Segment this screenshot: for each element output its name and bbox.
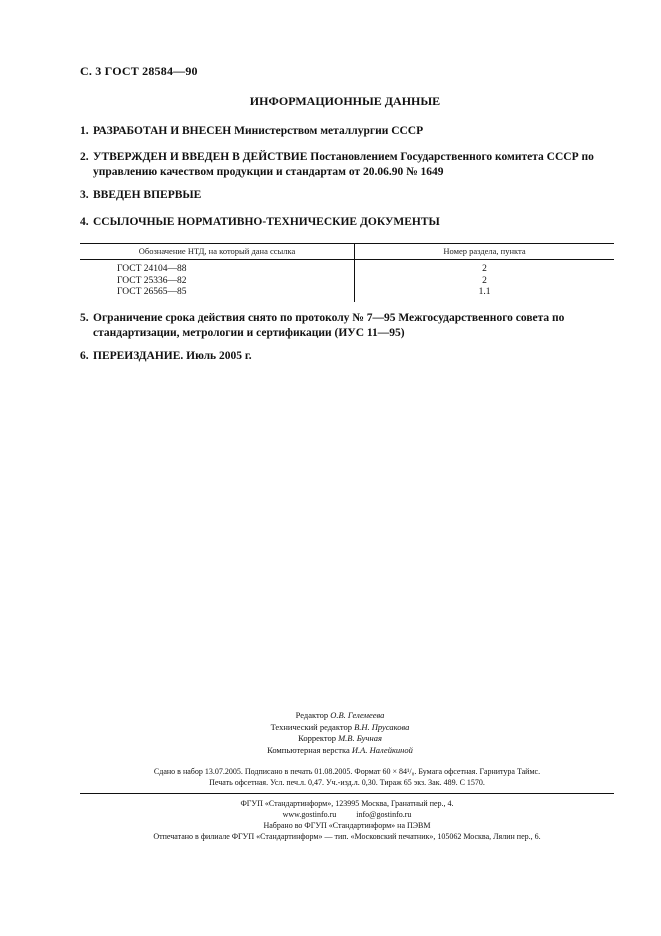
table-cell-section: 2 — [482, 264, 487, 274]
section-title: ИНФОРМАЦИОННЫЕ ДАННЫЕ — [249, 94, 441, 108]
editor-role: Корректор — [298, 733, 336, 743]
editor-name: О.В. Гелемеева — [330, 710, 385, 720]
item-number: 1. — [80, 125, 89, 137]
column-header-document: Обозначение НТД, на который дана ссылка — [80, 244, 355, 260]
column-header-section: Номер раздела, пункта — [355, 244, 615, 260]
divider — [80, 793, 614, 794]
table-cell-document: ГОСТ 25336—82 — [80, 276, 355, 288]
editor-role: Компьютерная верстка — [267, 744, 350, 755]
publisher-address: ФГУП «Стандартинформ», 123995 Москва, Гранатный пер., 4. — [240, 799, 454, 808]
item-number: 2. — [80, 151, 89, 163]
item-text: Ограничение срока действия снято по протоколу № 7—95 Межгосударственного совета по стандартизации, метрологии и сертификации (ИУС 11—95) — [93, 312, 565, 339]
publisher-contacts — [80, 809, 614, 820]
editor-line — [100, 722, 580, 734]
item-text: Июль 2005 г. — [186, 350, 252, 362]
editor-name: М.В. Бучная — [338, 733, 382, 743]
table-row — [80, 276, 614, 288]
item-number: 4. — [80, 216, 89, 228]
table-cell-document: ГОСТ 24104—88 — [80, 260, 355, 276]
item-heading: ССЫЛОЧНЫЕ НОРМАТИВНО-ТЕХНИЧЕСКИЕ ДОКУМЕНТЫ — [93, 216, 440, 228]
info-item-3 — [80, 188, 615, 203]
editor-line — [100, 710, 580, 722]
editor-name: И.А. Налейкиной — [351, 744, 413, 755]
editor-line — [100, 745, 580, 757]
item-number: 3. — [80, 189, 89, 201]
info-item-4 — [80, 215, 615, 230]
editor-name: В.Н. Прусакова — [354, 721, 410, 732]
info-item-6 — [80, 349, 615, 364]
typeset-note: Набрано во ФГУП «Стандартинформ» на ПЭВМ — [263, 821, 431, 830]
item-text: Министерством металлургии СССР — [234, 125, 424, 137]
table-row — [80, 260, 614, 276]
item-heading: РАЗРАБОТАН И ВНЕСЕН — [93, 125, 232, 137]
table-cell-document: ГОСТ 26565—85 — [80, 287, 355, 302]
info-item-2 — [80, 150, 615, 180]
publisher-block — [80, 798, 614, 842]
website-link[interactable]: www.gostinfo.ru — [282, 810, 337, 819]
info-item-1 — [80, 124, 615, 139]
item-number: 6. — [80, 350, 89, 362]
info-item-5 — [80, 311, 615, 341]
email-link[interactable]: info@gostinfo.ru — [356, 810, 412, 819]
editors-block — [100, 710, 580, 756]
editor-line — [100, 733, 580, 745]
item-heading: ВВЕДЕН ВПЕРВЫЕ — [93, 189, 202, 201]
item-text: Постановлением Государственного комитета СССР по управлению качеством продукции и стандартам от 20.06.90 № 1649 — [93, 151, 594, 178]
print-line-1: Сдано в набор 13.07.2005. Подписано в печать 01.08.2005. Формат 60 × 84¹/₈. Бумага офсетная. Гарнитура Таймс. — [153, 767, 541, 776]
references-table — [80, 243, 614, 302]
page-header: С. 3 ГОСТ 28584—90 — [80, 64, 198, 78]
editor-role: Технический редактор — [270, 721, 352, 732]
printed-note: Отпечатано в филиале ФГУП «Стандартинформ» — тип. «Московский печатник», 105062 Москва, Лялин пер., 6. — [153, 832, 541, 841]
editor-role: Редактор — [295, 710, 329, 720]
table-cell-section: 2 — [482, 275, 487, 286]
item-number: 5. — [80, 312, 89, 324]
table-cell-section: 1.1 — [478, 287, 491, 297]
table-row — [80, 287, 614, 302]
print-line-2: Печать офсетная. Усл. печ.л. 0,47. Уч.-изд.л. 0,30. Тираж 65 экз. Зак. 489. С 1570. — [209, 778, 485, 787]
table-header-row — [80, 244, 614, 260]
item-heading: ПЕРЕИЗДАНИЕ. — [93, 350, 184, 362]
print-details — [80, 766, 614, 788]
item-heading: УТВЕРЖДЕН И ВВЕДЕН В ДЕЙСТВИЕ — [93, 151, 308, 163]
